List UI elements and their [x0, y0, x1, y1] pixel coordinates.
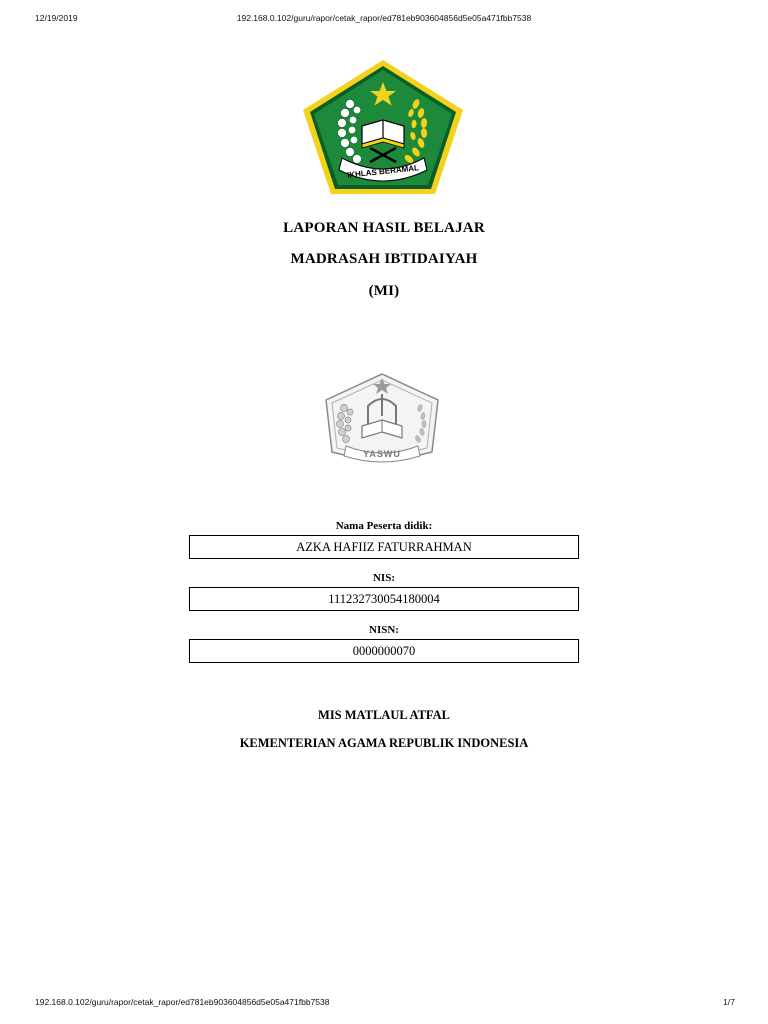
ministry-name: KEMENTERIAN AGAMA REPUBLIK INDONESIA [239, 736, 529, 750]
kemenag-logo [300, 58, 466, 198]
nisn-field: 0000000070 [189, 639, 579, 663]
yaswu-banner-text: YASWU [363, 449, 401, 459]
nis-label: NIS: [372, 572, 395, 584]
report-subtitle: MADRASAH IBTIDAIYAH [290, 251, 478, 267]
page-number: 1/7 [723, 997, 735, 1007]
report-title: LAPORAN HASIL BELAJAR [283, 220, 485, 236]
kemenag-banner-text: IKHLAS BERAMAL [346, 163, 420, 180]
print-date: 12/19/2019 [35, 13, 78, 23]
student-name-label: Nama Peserta didik: [335, 520, 433, 532]
school-name: MIS MATLAUL ATFAL [318, 708, 450, 722]
report-abbreviation: (MI) [368, 283, 400, 299]
nis-field: 111232730054180004 [189, 587, 579, 611]
nisn-label: NISN: [369, 624, 399, 636]
print-footer-url: 192.168.0.102/guru/rapor/cetak_rapor/ed781eb903604856d5e05a471fbb7538 [35, 997, 330, 1007]
print-url: 192.168.0.102/guru/rapor/cetak_rapor/ed781eb903604856d5e05a471fbb7538 [236, 13, 532, 23]
student-name-field: AZKA HAFIIZ FATURRAHMAN [189, 535, 579, 559]
